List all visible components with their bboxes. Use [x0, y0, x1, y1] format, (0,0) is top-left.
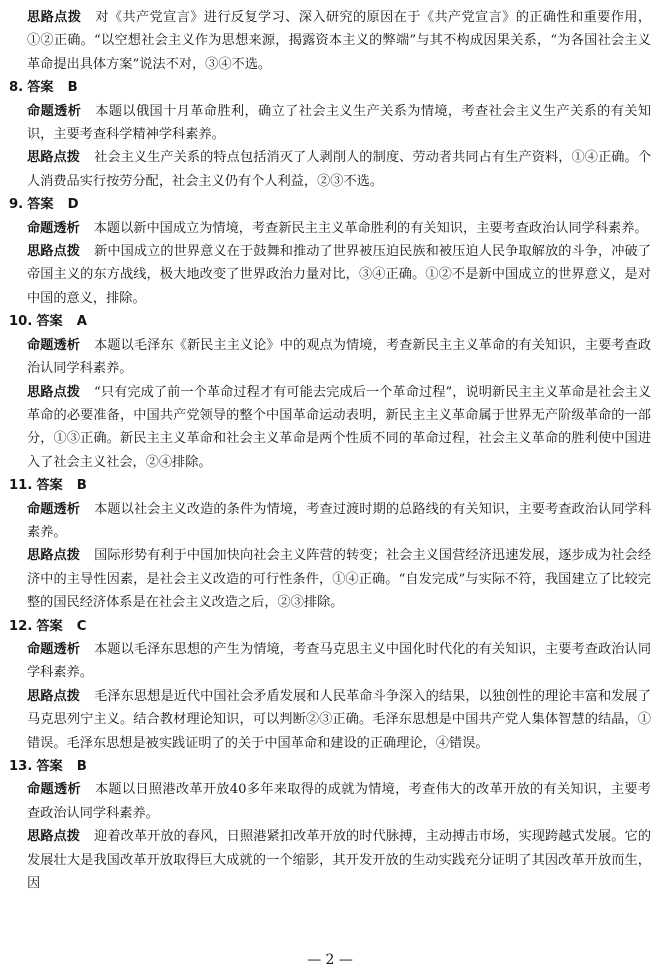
explanation-paragraph [27, 381, 651, 475]
section-label: 思路点拨 [27, 548, 81, 564]
explanation-text: 本题以新中国成立为情境，考查新民主主义革命胜利的有关知识，主要考查政治认同学科素养。 [93, 220, 648, 236]
explanation-paragraph [27, 240, 651, 310]
answer-label: 答案 [36, 314, 63, 330]
answer-letter: B [67, 80, 78, 96]
section-label: 命题透析 [27, 501, 81, 517]
explanation-paragraph [27, 778, 651, 825]
question-answer-line [9, 615, 649, 638]
question-number: 12. [9, 618, 33, 634]
explanation-paragraph [27, 638, 651, 685]
section-label: 思路点拨 [27, 688, 81, 704]
explanation-paragraph [27, 825, 651, 895]
question-answer-line [9, 76, 649, 99]
explanation-paragraph [27, 685, 651, 755]
section-label: 命题透析 [27, 782, 81, 798]
answer-label: 答案 [36, 618, 63, 634]
explanation-text: 本题以日照港改革开放40多年来取得的成就为情境，考查伟大的改革开放的有关知识，主要考查政治认同学科素养。 [27, 782, 652, 821]
section-label: 思路点拨 [27, 150, 81, 166]
section-label: 思路点拨 [27, 829, 81, 845]
explanation-text: 毛泽东思想是近代中国社会矛盾发展和人民革命斗争深入的结果，以独创性的理论丰富和发展了马克思列宁主义。结合教材理论知识，可以判断②③正确。毛泽东思想是中国共产党人集体智慧的结晶，①错误。毛泽东思想是被实践证明了的关于中国革命和建设的正确理论，④错误。 [27, 688, 652, 751]
section-label: 命题透析 [27, 103, 82, 119]
page-number: — 2 — [307, 952, 353, 968]
answer-letter: D [67, 197, 79, 213]
explanation-paragraph [27, 100, 651, 147]
explanation-text: 本题以社会主义改造的条件为情境，考查过渡时期的总路线的有关知识，主要考查政治认同学科素养。 [27, 501, 652, 540]
explanation-paragraph [27, 544, 651, 614]
answer-label: 答案 [27, 80, 54, 96]
answer-content [0, 6, 660, 895]
question-answer-line [9, 474, 649, 497]
explanation-paragraph [27, 6, 651, 76]
question-number: 8. [9, 80, 24, 96]
section-label: 思路点拨 [27, 384, 81, 400]
explanation-text: 迎着改革开放的春风，日照港紧扣改革开放的时代脉搏，主动搏击市场，实现跨越式发展。它的发展壮大是我国改革开放取得巨大成就的一个缩影，其开发开放的生动实践充分证明了其因改革开放而生，因 [27, 829, 652, 892]
explanation-paragraph [27, 217, 651, 240]
section-label: 命题透析 [27, 641, 81, 657]
explanation-text: 社会主义生产关系的特点包括消灭了人剥削人的制度、劳动者共同占有生产资料，①④正确。个人消费品实行按劳分配，社会主义仍有个人利益，②③不选。 [27, 150, 652, 189]
explanation-paragraph [27, 334, 651, 381]
question-answer-line [9, 755, 649, 778]
answer-label: 答案 [27, 197, 54, 213]
answer-label: 答案 [36, 478, 63, 494]
section-label: 命题透析 [27, 220, 80, 236]
explanation-text: 对《共产党宣言》进行反复学习、深入研究的原因在于《共产党宣言》的正确性和重要作用，①②正确。“以空想社会主义作为思想来源，揭露资本主义的弊端”与其不构成因果关系，“为各国社会主义革命提出具体方案”说法不对，③④不选。 [27, 10, 652, 72]
question-number: 10. [9, 314, 33, 330]
explanation-text: 本题以毛泽东《新民主主义论》中的观点为情境，考查新民主主义革命的有关知识，主要考查政治认同学科素养。 [27, 337, 652, 377]
section-label: 命题透析 [27, 337, 81, 353]
answer-letter: B [76, 478, 87, 494]
question-number: 9. [9, 197, 24, 213]
question-number: 11. [9, 478, 33, 494]
explanation-text: 新中国成立的世界意义在于鼓舞和推动了世界被压迫民族和被压迫人民争取解放的斗争，冲破了帝国主义的东方战线，极大地改变了世界政治力量对比，③④正确。①②不是新中国成立的世界意义，是对中国的意义，排除。 [27, 244, 652, 306]
question-answer-line [9, 193, 649, 216]
section-label: 思路点拨 [27, 244, 81, 260]
explanation-paragraph [27, 498, 651, 545]
answer-letter: C [76, 618, 87, 634]
answer-label: 答案 [36, 759, 63, 774]
question-number: 13. [9, 759, 33, 774]
explanation-paragraph [27, 146, 651, 193]
explanation-text: 国际形势有利于中国加快向社会主义阵营的转变；社会主义国营经济迅速发展，逐步成为社会经济中的主导性因素，是社会主义改造的可行性条件，①④正确。“自发完成”与实际不符，我国建立了比较完整的国民经济体系是在社会主义改造之后，②③排除。 [27, 548, 652, 611]
explanation-text: 本题以俄国十月革命胜利，确立了社会主义生产关系为情境，考查社会主义生产关系的有关知识，主要考查科学精神学科素养。 [27, 103, 652, 143]
explanation-text: “只有完成了前一个革命过程才有可能去完成后一个革命过程”，说明新民主主义革命是社会主义革命的必要准备，中国共产党领导的整个中国革命运动表明，新民主主义革命属于世界无产阶级革命的一部分，①③正确。新民主主义革命和社会主义革命是两个性质不同的革命过程，社会主义革命的胜利使中国进入了社会主义社会，②④排除。 [27, 384, 652, 470]
section-label: 思路点拨 [27, 10, 82, 25]
question-answer-line [9, 310, 649, 333]
answer-letter: B [76, 759, 87, 774]
explanation-text: 本题以毛泽东思想的产生为情境，考查马克思主义中国化时代化的有关知识，主要考查政治认同学科素养。 [27, 641, 652, 681]
answer-letter: A [76, 314, 87, 330]
